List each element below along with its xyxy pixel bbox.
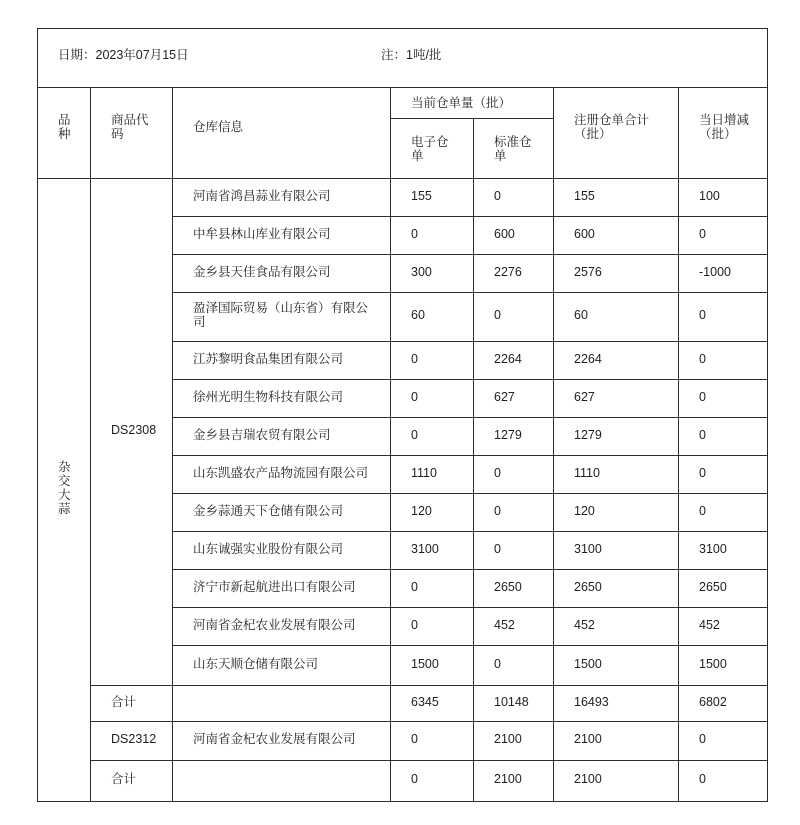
electronic-receipts: 120	[391, 494, 474, 532]
registered-total: 600	[554, 217, 679, 255]
registered-total: 2650	[554, 570, 679, 608]
product-code-cell: DS2312	[91, 722, 173, 761]
registered-total: 2264	[554, 342, 679, 380]
standard-receipts: 0	[474, 532, 554, 570]
electronic-receipts: 3100	[391, 532, 474, 570]
subtotal-registered: 16493	[554, 686, 679, 722]
warehouse-name: 中牟县林山库业有限公司	[173, 217, 391, 255]
warehouse-name: 金乡蒜通天下仓储有限公司	[173, 494, 391, 532]
subtotal-row	[38, 686, 768, 722]
standard-receipts: 627	[474, 380, 554, 418]
subtotal-standard: 10148	[474, 686, 554, 722]
standard-receipts: 2650	[474, 570, 554, 608]
table-row	[38, 179, 768, 217]
registered-total: 452	[554, 608, 679, 646]
warehouse-receipt-table	[37, 28, 768, 802]
warehouse-name: 山东天顺仓储有限公司	[173, 646, 391, 686]
warehouse-name: 山东凯盛农产品物流园有限公司	[173, 456, 391, 494]
registered-total: 1279	[554, 418, 679, 456]
standard-receipts: 0	[474, 179, 554, 217]
header-variety: 品种	[38, 88, 91, 179]
warehouse-name: 河南省鸿昌蒜业有限公司	[173, 179, 391, 217]
header-electronic: 电子仓单	[391, 119, 474, 179]
registered-total: 2100	[554, 722, 679, 761]
registered-total: 627	[554, 380, 679, 418]
registered-total: 155	[554, 179, 679, 217]
header-standard: 标准仓单	[474, 119, 554, 179]
daily-change: 452	[679, 608, 768, 646]
report-date: 日期：2023年07月15日	[58, 48, 189, 62]
warehouse-name: 金乡县天佳食品有限公司	[173, 255, 391, 293]
header-code: 商品代码	[91, 88, 173, 179]
report-info	[38, 29, 767, 87]
electronic-receipts: 155	[391, 179, 474, 217]
report-info-row	[38, 29, 768, 88]
registered-total: 3100	[554, 532, 679, 570]
registered-total: 60	[554, 293, 679, 342]
electronic-receipts: 300	[391, 255, 474, 293]
subtotal-standard: 2100	[474, 761, 554, 802]
registered-total: 120	[554, 494, 679, 532]
warehouse-name: 济宁市新起航进出口有限公司	[173, 570, 391, 608]
registered-total: 2576	[554, 255, 679, 293]
warehouse-name: 河南省金杞农业发展有限公司	[173, 722, 391, 761]
header-row	[38, 88, 768, 119]
daily-change: 2650	[679, 570, 768, 608]
header-warehouse: 仓库信息	[173, 88, 391, 179]
warehouse-name: 山东诚强实业股份有限公司	[173, 532, 391, 570]
product-code-cell: DS2308	[91, 179, 173, 686]
daily-change: 0	[679, 380, 768, 418]
warehouse-name: 金乡县吉瑞农贸有限公司	[173, 418, 391, 456]
daily-change: 0	[679, 293, 768, 342]
daily-change: -1000	[679, 255, 768, 293]
subtotal-label: 合计	[91, 686, 173, 722]
subtotal-registered: 2100	[554, 761, 679, 802]
daily-change: 0	[679, 217, 768, 255]
warehouse-name: 徐州光明生物科技有限公司	[173, 380, 391, 418]
standard-receipts: 1279	[474, 418, 554, 456]
subtotal-change: 0	[679, 761, 768, 802]
subtotal-warehouse-empty	[173, 761, 391, 802]
standard-receipts: 0	[474, 456, 554, 494]
standard-receipts: 600	[474, 217, 554, 255]
header-registered-total: 注册仓单合计（批）	[554, 88, 679, 179]
standard-receipts: 2100	[474, 722, 554, 761]
warehouse-name: 盈泽国际贸易（山东省）有限公司	[173, 293, 391, 342]
daily-change: 0	[679, 456, 768, 494]
electronic-receipts: 0	[391, 608, 474, 646]
daily-change: 100	[679, 179, 768, 217]
electronic-receipts: 0	[391, 342, 474, 380]
warehouse-name: 河南省金杞农业发展有限公司	[173, 608, 391, 646]
header-current-receipts: 当前仓单量（批）	[391, 88, 554, 119]
registered-total: 1500	[554, 646, 679, 686]
standard-receipts: 2264	[474, 342, 554, 380]
subtotal-electronic: 0	[391, 761, 474, 802]
subtotal-electronic: 6345	[391, 686, 474, 722]
electronic-receipts: 1110	[391, 456, 474, 494]
daily-change: 3100	[679, 532, 768, 570]
daily-change: 0	[679, 418, 768, 456]
standard-receipts: 452	[474, 608, 554, 646]
report-info-cell	[38, 29, 768, 88]
variety-cell: 杂交大蒜	[38, 179, 91, 802]
subtotal-change: 6802	[679, 686, 768, 722]
electronic-receipts: 0	[391, 722, 474, 761]
subtotal-row	[38, 761, 768, 802]
standard-receipts: 0	[474, 494, 554, 532]
unit-note: 注：1吨/批	[381, 48, 442, 62]
daily-change: 0	[679, 494, 768, 532]
daily-change: 1500	[679, 646, 768, 686]
electronic-receipts: 0	[391, 570, 474, 608]
subtotal-label: 合计	[91, 761, 173, 802]
standard-receipts: 2276	[474, 255, 554, 293]
registered-total: 1110	[554, 456, 679, 494]
electronic-receipts: 0	[391, 418, 474, 456]
warehouse-name: 江苏黎明食品集团有限公司	[173, 342, 391, 380]
table-row	[38, 722, 768, 761]
standard-receipts: 0	[474, 293, 554, 342]
daily-change: 0	[679, 342, 768, 380]
standard-receipts: 0	[474, 646, 554, 686]
electronic-receipts: 1500	[391, 646, 474, 686]
electronic-receipts: 0	[391, 217, 474, 255]
electronic-receipts: 0	[391, 380, 474, 418]
subtotal-warehouse-empty	[173, 686, 391, 722]
electronic-receipts: 60	[391, 293, 474, 342]
header-daily-change: 当日增减（批）	[679, 88, 768, 179]
daily-change: 0	[679, 722, 768, 761]
